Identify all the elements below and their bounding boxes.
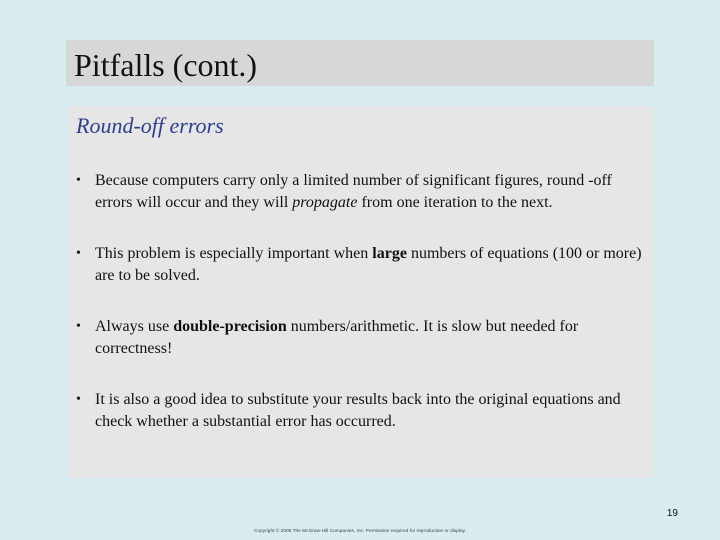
- bullet-item-large-systems: [76, 243, 650, 287]
- bullet-text: [76, 243, 650, 287]
- bullet-emphasis-double-precision: double-precision: [173, 318, 287, 335]
- bullet-dot-icon: •: [76, 319, 81, 334]
- slide-title: Pitfalls (cont.): [74, 47, 258, 83]
- bullet-text-after: numbers of equations (100 or more) are to be solved.: [95, 245, 642, 284]
- bullet-text-before: Always use: [95, 318, 174, 335]
- bullet-text: [76, 316, 650, 360]
- bullet-emphasis-propagate: propagate: [292, 194, 358, 211]
- bullet-emphasis-large: large: [372, 245, 407, 262]
- content-panel: [68, 106, 654, 478]
- bullet-item-propagate: [76, 170, 650, 214]
- bullet-text: [76, 170, 650, 214]
- bullet-dot-icon: •: [76, 392, 81, 407]
- slide-subtitle: Round-off errors: [76, 113, 224, 138]
- bullet-item-substitute-results: [76, 389, 650, 433]
- bullet-item-double-precision: [76, 316, 650, 360]
- page-number: 19: [666, 508, 678, 519]
- bullet-text-before: This problem is especially important when: [95, 245, 373, 262]
- bullet-text-after: numbers/arithmetic. It is slow but needed for correctness!: [95, 318, 579, 357]
- bullet-dot-icon: •: [76, 246, 81, 261]
- bullet-dot-icon: •: [76, 173, 81, 188]
- bullet-text-before: Because computers carry only a limited number of significant figures, round -off errors will occur and they will: [95, 172, 612, 211]
- bullet-text: It is also a good idea to substitute your results back into the original equations and check whether a substantial error has occurred.: [95, 391, 621, 430]
- title-bar: [66, 40, 654, 86]
- bullet-text-after: from one iteration to the next.: [357, 194, 553, 211]
- copyright-notice: Copyright © 2006 The McGraw-Hill Companies, Inc. Permission required for reproduction or display.: [253, 529, 467, 534]
